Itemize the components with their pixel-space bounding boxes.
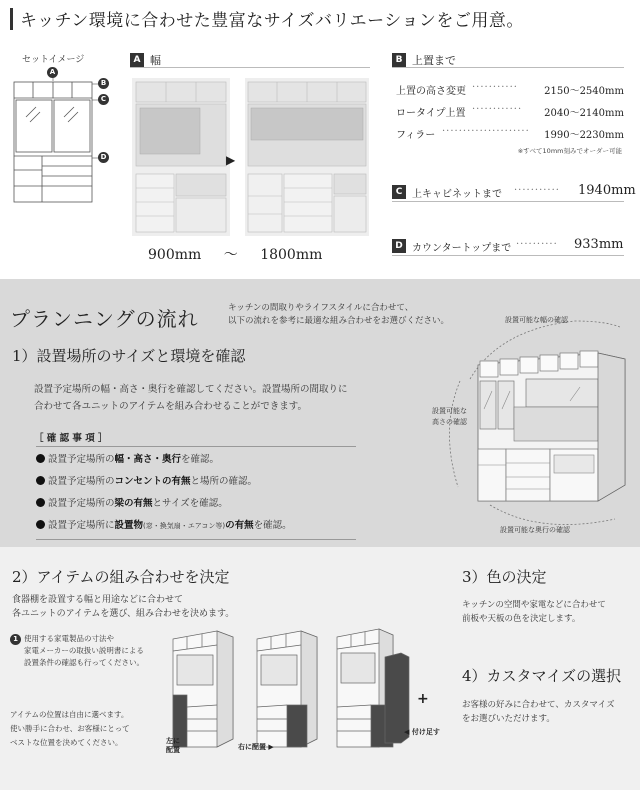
arrow-icon: ▶ [226,153,236,167]
add-label-text: 付け足す [411,728,440,736]
note-line: 設置条件の確認も行ってください。 [24,658,144,667]
step1-title: 1）設置場所のサイズと環境を確認 [12,347,246,365]
section-d-title: カウンタートップまで [412,243,512,254]
header-accent-bar [10,8,13,30]
planning-title: プランニングの流れ [10,307,199,331]
spec-row-filler: フィラー ····················· 1990〜2230mm [396,126,624,141]
section-b-header [392,52,624,68]
cabinet-photo-1800 [245,78,369,236]
label-check-depth: 設置可能な奥行の確認 [500,526,570,534]
badge-c: C [392,185,406,199]
step2-title: 2）アイテムの組み合わせを決定 [12,568,230,586]
section-d-value: 933mm [574,237,624,252]
width-min: 900mm [148,247,202,263]
spec-label: フィラー [396,130,436,141]
combination-diagrams [165,619,440,754]
body-line: をお選びいただけます。 [462,714,555,724]
body-line: 前板や天板の色を決定します。 [462,614,581,624]
position-text [10,708,130,750]
check-item: 設置予定場所のコンセントの有無と場所の確認。 [36,473,366,495]
spec-value: 2040〜2140mm [544,108,624,119]
spec-label: 上置の高さ変更 [396,86,466,97]
badge-d: D [392,239,406,253]
svg-text:+: + [417,691,429,707]
note-line: 使用する家電製品の寸法や [24,634,114,643]
step4-text [462,698,615,726]
check-item: 設置予定場所の梁の有無とサイズを確認。 [36,495,366,517]
body-line: 設置予定場所の幅・高さ・奥行を確認してください。設置場所の間取りに [34,384,348,395]
marker-b: B [98,78,109,89]
cabinet-photo-900 [132,78,230,236]
step2-text [12,593,234,621]
right-place-label: 右に配置 ▶ [238,743,274,751]
note-line: 家電メーカーの取扱い説明書による [24,646,144,655]
section-c-value: 1940mm [578,183,636,198]
set-image-diagram [12,62,116,214]
badge-a: A [130,53,144,67]
left-place-label [166,737,180,755]
note-number: 1 [10,634,21,645]
spec-row-upper-height: 上置の高さ変更 ··········· 2150〜2540mm [396,82,624,97]
section-b-rows [396,82,624,148]
set-image-label: セットイメージ [22,55,85,65]
label-check-height [432,406,467,428]
order-note: ※すべて10mm刻みでオーダー可能 [517,147,622,155]
step1-text [34,381,348,415]
marker-c: C [98,94,109,105]
body-line: 食器棚を設置する幅と用途などに合わせて [12,595,184,605]
section-d-header: D カウンタートップまで ·········· 933mm [392,238,624,256]
width-max: 1800mm [260,247,323,263]
check-divider-bottom [36,539,356,540]
steps-section [0,547,640,790]
intro-line: 以下の流れを参考に最適な組み合わせをお選びください。 [228,316,450,326]
check-divider [36,446,356,447]
check-item: 設置予定場所に設置物(窓・換気扇・エアコン等)の有無を確認。 [36,517,366,539]
body-line: お客様の好みに合わせて、カスタマイズ [462,700,615,710]
step2-note [10,633,144,669]
step4-title: 4）カスタマイズの選択 [462,667,622,685]
page-title: キッチン環境に合わせた豊富なサイズバリエーションをご用意。 [20,11,524,31]
spec-value: 1990〜2230mm [544,130,624,141]
step3-text [462,598,606,626]
height-label-line: 高さの確認 [432,418,467,426]
label-check-width: 設置可能な幅の確認 [505,316,568,324]
planning-intro [228,302,449,328]
height-label-line: 設置可能な [432,407,467,415]
body-line: 合わせて各ユニットのアイテムを組み合わせることができます。 [34,401,308,412]
marker-a: A [47,67,58,78]
step3-title: 3）色の決定 [462,568,547,586]
spec-label: ロータイプ上置 [396,108,466,119]
section-a-title: 幅 [150,54,161,67]
width-tilde: 〜 [223,247,238,263]
right-label-text: 右に配置 [238,743,266,751]
marker-d: D [98,152,109,163]
spec-value: 2150〜2540mm [544,86,624,97]
add-on-label: ◀ 付け足す [404,728,440,736]
position-line: アイテムの位置は自由に選べます。 [10,710,129,719]
check-title: ［ 確 認 事 項 ］ [34,433,108,444]
planning-section [0,279,640,547]
spec-row-low-type: ロータイプ上置 ············ 2040〜2140mm [396,104,624,119]
left-label-line: 配置 [166,746,180,754]
badge-b: B [392,53,406,67]
left-label-line: 左に [166,737,180,745]
position-line: ベストな位置を決めてください。 [10,738,123,747]
body-line: 各ユニットのアイテムを選び、組み合わせを決めます。 [12,609,235,619]
section-a-header [130,52,370,68]
body-line: キッチンの空間や家電などに合わせて [462,600,606,610]
section-c-header: C 上キャビネットまで ··········· 1940mm [392,184,624,202]
page-header [0,0,640,38]
check-item: 設置予定場所の幅・高さ・奥行を確認。 [36,451,366,473]
position-line: 使い勝手に合わせ、お客様にとって [10,724,130,733]
check-list [36,451,366,539]
intro-line: キッチンの間取りやライフスタイルに合わせて、 [228,303,414,313]
width-range [148,244,322,264]
section-c-title: 上キャビネットまで [412,189,502,200]
section-b-title: 上置まで [412,54,456,67]
